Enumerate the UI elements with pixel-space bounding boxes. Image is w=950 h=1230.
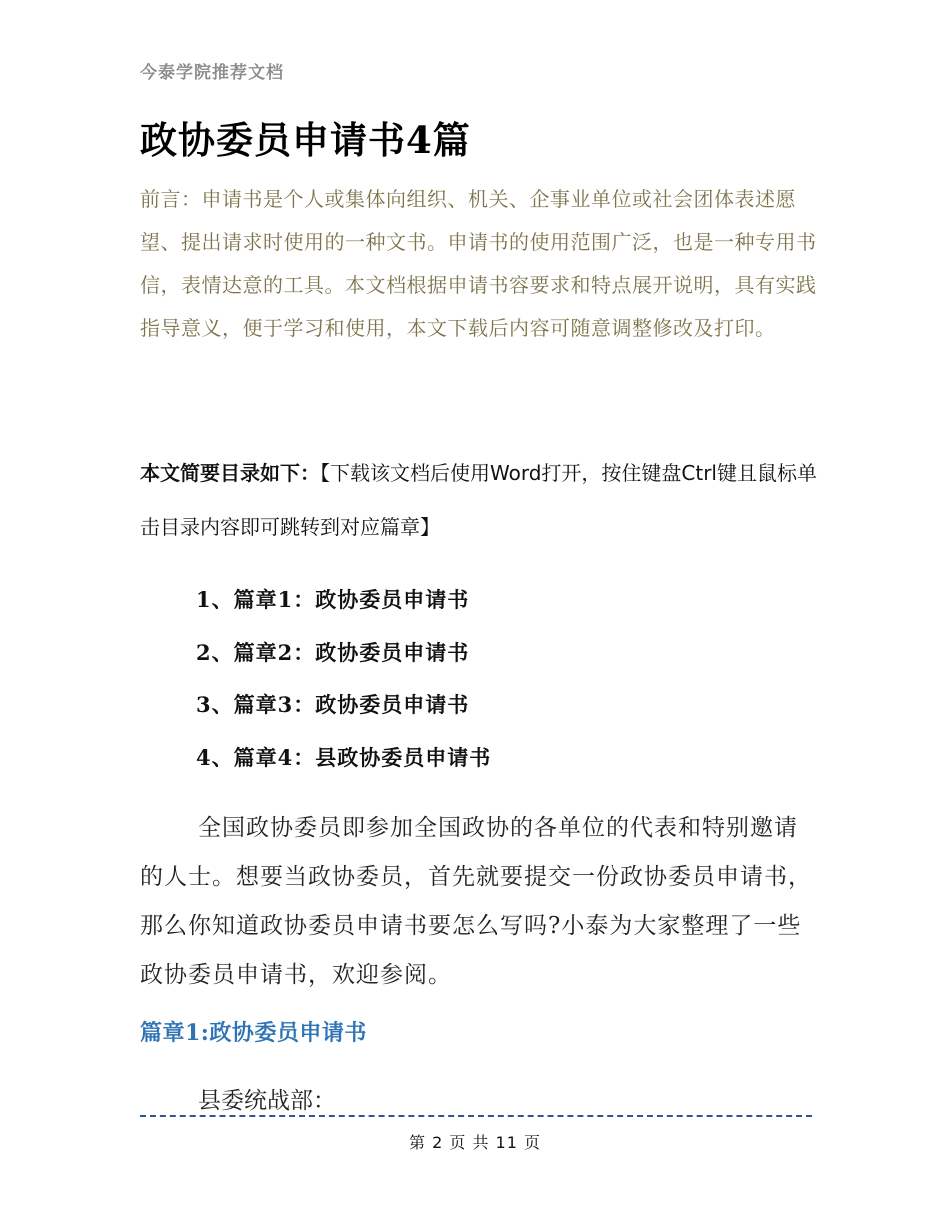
page-number-footer: 第 2 页 共 11 页 [409, 1133, 541, 1152]
toc-item-chapter-3[interactable]: 3、篇章3：政协委员申请书 [196, 692, 470, 717]
toc-item-chapter-1[interactable]: 1、篇章1：政协委员申请书 [196, 587, 470, 612]
preface-paragraph: 前言：申请书是个人或集体向组织、机关、企事业单位或社会团体表述愿望、提出请求时使用的一种文书。申请书的使用范围广泛，也是一种专用书信，表情达意的工具。本文档根据申请书容要求和特点展开说明，具有实践指导意义，便于学习和使用，本文下载后内容可随意调整修改及打印。 [140, 187, 817, 340]
intro-paragraph: 全国政协委员即参加全国政协的各单位的代表和特别邀请的人士。想要当政协委员，首先就要提交一份政协委员申请书，那么你知道政协委员申请书要怎么写吗?小泰为大家整理了一些政协委员申请书，欢迎参阅。 [140, 815, 812, 988]
footer-divider [140, 1115, 812, 1117]
toc-intro [140, 446, 820, 554]
toc-item-chapter-2[interactable]: 2、篇章2：政协委员申请书 [196, 639, 470, 665]
toc-item-chapter-4[interactable]: 4、篇章4：县政协委员申请书 [196, 744, 492, 770]
table-of-contents [196, 574, 491, 784]
header-brand: 今泰学院推荐文档 [140, 63, 284, 83]
toc-lead: 本文简要目录如下： [140, 461, 320, 485]
chapter-heading: 篇章1:政协委员申请书 [140, 1020, 367, 1046]
salutation: 县委统战部： [198, 1088, 336, 1114]
toc-note: 【下载该文档后使用Word打开，按住键盘Ctrl键且鼠标单击目录内容即可跳转到对应篇章】 [140, 461, 817, 539]
document-title: 政协委员申请书4篇 [140, 118, 471, 162]
